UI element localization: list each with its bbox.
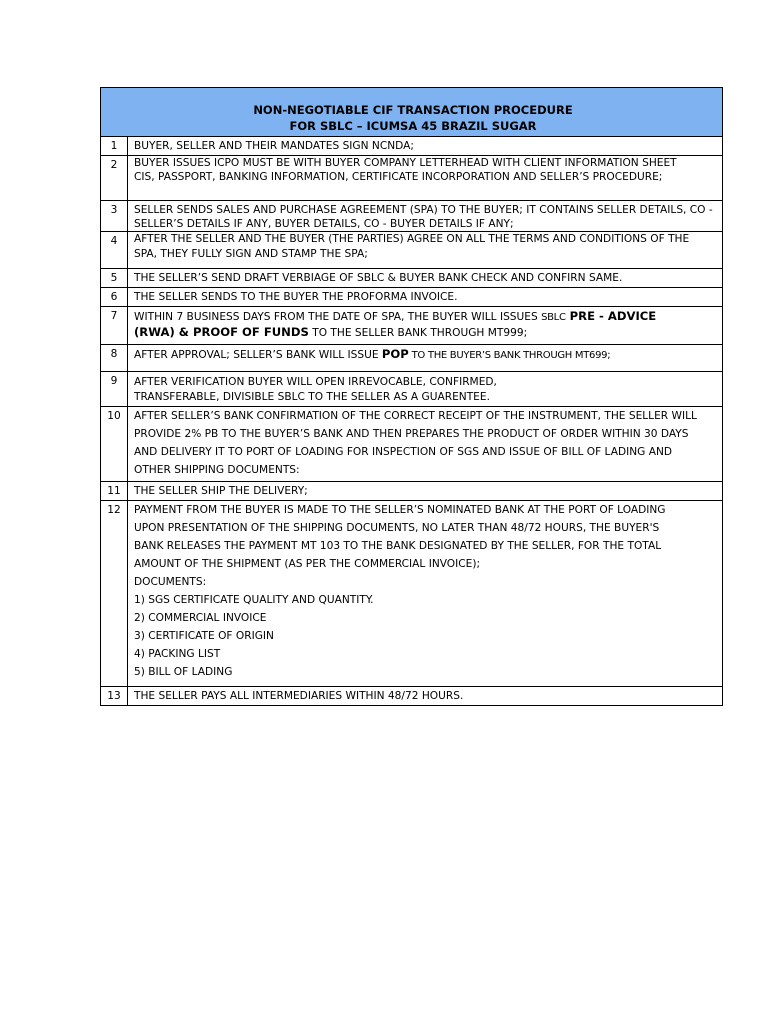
step-number: 11	[101, 482, 128, 501]
table-row	[101, 288, 723, 307]
table-row	[101, 687, 723, 706]
step-text	[128, 232, 723, 269]
table-row	[101, 156, 723, 201]
table-row	[101, 501, 723, 687]
step-line: AFTER THE SELLER AND THE BUYER (THE PARTIES) AGREE ON ALL THE TERMS AND CONDITIONS OF THE	[134, 233, 690, 245]
step-line: PROVIDE 2% PB TO THE BUYER’S BANK AND THEN PREPARES THE PRODUCT OF ORDER WITHIN 30 DAYS	[134, 428, 689, 440]
document-list-item: 4) PACKING LIST	[134, 648, 221, 660]
step-number: 12	[101, 501, 128, 687]
table-row	[101, 269, 723, 288]
step-line: AMOUNT OF THE SHIPMENT (AS PER THE COMMERCIAL INVOICE);	[134, 558, 481, 570]
document-list-item: 2) COMMERCIAL INVOICE	[134, 612, 267, 624]
step-text-part: PRE - ADVICE	[565, 309, 657, 323]
step-line	[134, 345, 719, 365]
step-text-part: WITHIN 7 BUSINESS DAYS FROM THE DATE OF SPA, THE BUYER WILL ISSUES	[134, 311, 542, 323]
step-text	[128, 201, 723, 232]
table-row	[101, 372, 723, 407]
step-text	[128, 372, 723, 407]
step-text-part: TO THE SELLER BANK THROUGH MT999;	[308, 327, 528, 339]
step-line: BUYER ISSUES ICPO MUST BE WITH BUYER COMPANY LETTERHEAD WITH CLIENT INFORMATION SHEET	[134, 157, 677, 169]
step-number: 6	[101, 288, 128, 307]
step-line	[134, 325, 719, 341]
step-text	[128, 156, 723, 201]
step-line: AND DELIVERY IT TO PORT OF LOADING FOR INSPECTION OF SGS AND ISSUE OF BILL OF LADING AND	[134, 446, 673, 458]
title-line-1: NON-NEGOTIABLE CIF TRANSACTION PROCEDURE	[253, 103, 573, 117]
table-row	[101, 407, 723, 482]
step-line: OTHER SHIPPING DOCUMENTS:	[134, 464, 300, 476]
step-text	[128, 288, 723, 307]
document-title	[101, 88, 723, 137]
step-line: THE SELLER’S SEND DRAFT VERBIAGE OF SBLC & BUYER BANK CHECK AND CONFIRN SAME.	[134, 272, 623, 284]
step-text-part: TO THE BUYER’S BANK THROUGH MT699;	[408, 350, 611, 361]
table-row	[101, 137, 723, 156]
procedure-table	[100, 87, 723, 706]
step-line: THE SELLER PAYS ALL INTERMEDIARIES WITHIN 48/72 HOURS.	[134, 690, 464, 702]
step-text-part: POP	[381, 347, 409, 361]
step-line: CIS, PASSPORT, BANKING INFORMATION, CERTIFICATE INCORPORATION AND SELLER’S PROCEDURE;	[134, 171, 663, 183]
table-row	[101, 482, 723, 501]
step-text-part: AFTER APPROVAL; SELLER’S BANK WILL ISSUE	[134, 349, 382, 361]
step-number: 10	[101, 407, 128, 482]
step-line: AFTER SELLER’S BANK CONFIRMATION OF THE CORRECT RECEIPT OF THE INSTRUMENT, THE SELLER WILL	[134, 410, 697, 422]
document-list-item: 1) SGS CERTIFICATE QUALITY AND QUANTITY.	[134, 594, 374, 606]
step-number: 7	[101, 307, 128, 345]
table-row	[101, 232, 723, 269]
step-text-part: (RWA) & PROOF OF FUNDS	[134, 325, 309, 339]
step-text	[128, 269, 723, 288]
step-line: BANK RELEASES THE PAYMENT MT 103 TO THE BANK DESIGNATED BY THE SELLER, FOR THE TOTAL	[134, 540, 662, 552]
step-text	[128, 482, 723, 501]
step-number: 4	[101, 232, 128, 269]
title-line-2: FOR SBLC – ICUMSA 45 BRAZIL SUGAR	[289, 119, 537, 133]
step-text	[128, 307, 723, 345]
step-line: THE SELLER SHIP THE DELIVERY;	[134, 485, 308, 497]
title-row	[101, 88, 723, 137]
table-row	[101, 201, 723, 232]
step-line: PAYMENT FROM THE BUYER IS MADE TO THE SELLER’S NOMINATED BANK AT THE PORT OF LOADING	[134, 504, 666, 516]
step-line: SELLER SENDS SALES AND PURCHASE AGREEMENT (SPA) TO THE BUYER; IT CONTAINS SELLER DETAILS, CO -	[134, 204, 713, 216]
step-number: 2	[101, 156, 128, 201]
step-number: 9	[101, 372, 128, 407]
step-number: 3	[101, 201, 128, 232]
documents-label: DOCUMENTS:	[134, 576, 207, 588]
step-line: AFTER VERIFICATION BUYER WILL OPEN IRREVOCABLE, CONFIRMED,	[134, 376, 497, 388]
step-text	[128, 407, 723, 482]
step-number: 8	[101, 345, 128, 372]
step-text	[128, 687, 723, 706]
step-number: 5	[101, 269, 128, 288]
step-number: 13	[101, 687, 128, 706]
step-line: UPON PRESENTATION OF THE SHIPPING DOCUMENTS, NO LATER THAN 48/72 HOURS, THE BUYER'S	[134, 522, 660, 534]
step-line: BUYER, SELLER AND THEIR MANDATES SIGN NCNDA;	[134, 140, 414, 152]
step-line: SELLER’S DETAILS IF ANY, BUYER DETAILS, CO - BUYER DETAILS IF ANY;	[134, 218, 514, 230]
step-text	[128, 345, 723, 372]
step-text-part: SBLC	[541, 312, 566, 323]
step-text	[128, 501, 723, 687]
step-line: TRANSFERABLE, DIVISIBLE SBLC TO THE SELLER AS A GUARENTEE.	[134, 391, 490, 403]
step-line: SPA, THEY FULLY SIGN AND STAMP THE SPA;	[134, 248, 368, 260]
table-row	[101, 307, 723, 345]
document-list-item: 5) BILL OF LADING	[134, 666, 233, 678]
document-list-item: 3) CERTIFICATE OF ORIGIN	[134, 630, 274, 642]
step-line	[134, 309, 719, 325]
step-text	[128, 137, 723, 156]
table-row	[101, 345, 723, 372]
step-number: 1	[101, 137, 128, 156]
step-line: THE SELLER SENDS TO THE BUYER THE PROFORMA INVOICE.	[134, 291, 458, 303]
